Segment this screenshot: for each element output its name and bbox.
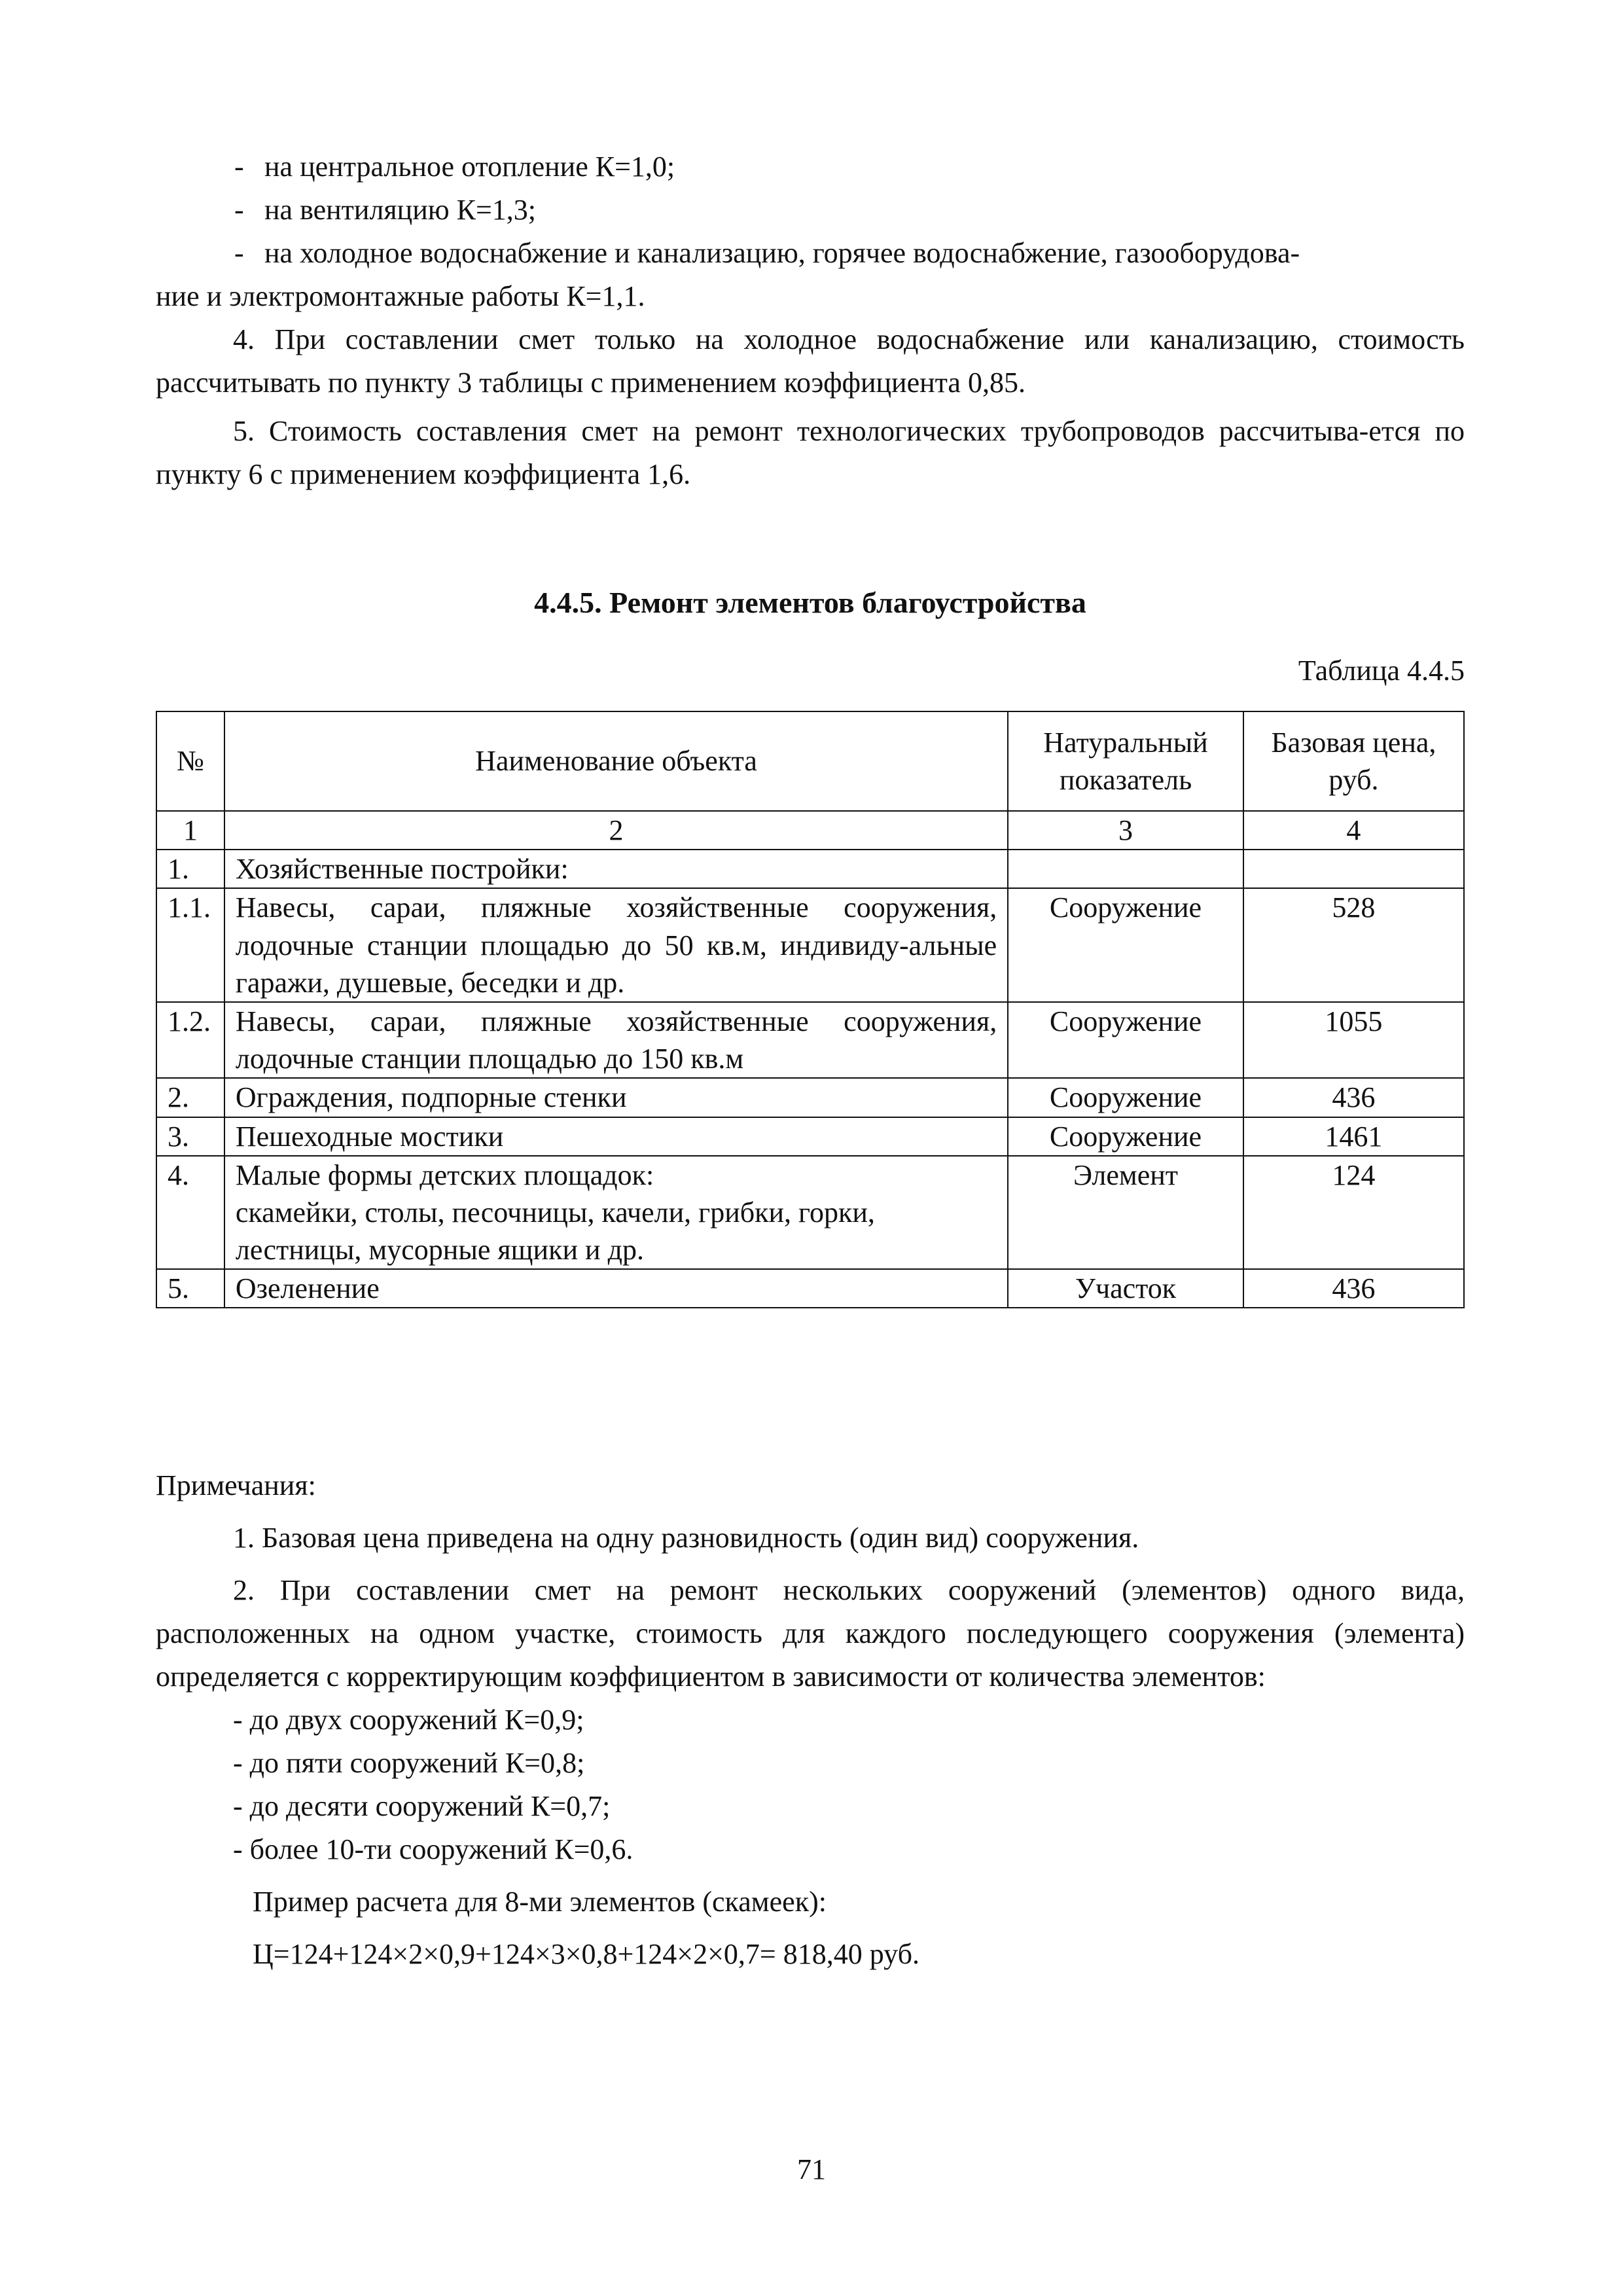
row-unit: Участок xyxy=(1008,1269,1243,1308)
row-price: 436 xyxy=(1243,1269,1464,1308)
row-name: Навесы, сараи, пляжные хозяйственные сооружения, лодочные станции площадью до 150 кв.м xyxy=(224,1002,1008,1078)
note-1: 1. Базовая цена приведена на одну разновидность (один вид) сооружения. xyxy=(233,1522,1139,1554)
table-row xyxy=(156,1269,1464,1308)
row-unit xyxy=(1008,850,1243,888)
paragraph-5: 5. Стоимость составления смет на ремонт технологических трубопроводов рассчитыва-ется по пункту 6 с применением коэффициента 1,6. xyxy=(156,415,1465,490)
row-num: 5. xyxy=(156,1269,224,1308)
row-num: 1. xyxy=(156,850,224,888)
row-price: 436 xyxy=(1243,1078,1464,1117)
bullet-water-cont: ние и электромонтажные работы К=1,1. xyxy=(156,280,645,312)
row-price: 1055 xyxy=(1243,1002,1464,1078)
page-number: 71 xyxy=(797,2153,826,2185)
header-num: № xyxy=(156,711,224,811)
page-content xyxy=(156,145,1465,1970)
row-num: 4. xyxy=(156,1156,224,1270)
header-name: Наименование объекта xyxy=(224,711,1008,811)
row-num: 3. xyxy=(156,1117,224,1156)
bullet-water: - на холодное водоснабжение и канализацию, горячее водоснабжение, газооборудова- xyxy=(234,237,1300,269)
row-price: 528 xyxy=(1243,888,1464,1002)
row-price: 124 xyxy=(1243,1156,1464,1270)
row-unit: Сооружение xyxy=(1008,888,1243,1002)
example-title: Пример расчета для 8-ми элементов (скамеек): xyxy=(253,1886,827,1918)
row-name: Ограждения, подпорные стенки xyxy=(224,1078,1008,1117)
table-row xyxy=(156,888,1464,1002)
table-row xyxy=(156,1156,1464,1270)
row-num: 1.2. xyxy=(156,1002,224,1078)
header-unit: Натуральный показатель xyxy=(1008,711,1243,811)
section-title: 4.4.5. Ремонт элементов благоустройства xyxy=(534,586,1086,619)
notes-section xyxy=(156,1464,1465,1976)
note-2: 2. При составлении смет на ремонт нескольких сооружений (элементов) одного вида, расположенных на одном участке, стоимость для каждого последующего сооружения (элемента) определяется с корректирующим коэффициентом в зависимости от количества элементов: xyxy=(156,1574,1465,1693)
column-number-row xyxy=(156,811,1464,850)
table-row xyxy=(156,1078,1464,1117)
coefficient-item: - до двух сооружений К=0,9; xyxy=(233,1704,584,1736)
example-formula: Ц=124+124×2×0,9+124×3×0,8+124×2×0,7= 818,40 руб. xyxy=(253,1938,919,1970)
table-row xyxy=(156,850,1464,888)
row-name: Хозяйственные постройки: xyxy=(224,850,1008,888)
row-num: 1.1. xyxy=(156,888,224,1002)
col-number: 2 xyxy=(224,811,1008,850)
notes-heading: Примечания: xyxy=(156,1469,316,1501)
price-table xyxy=(156,711,1465,1308)
row-price xyxy=(1243,850,1464,888)
row-name-line1: Малые формы детских площадок: xyxy=(235,1158,654,1191)
row-unit: Элемент xyxy=(1008,1156,1243,1270)
row-name-line2: скамейки, столы, песочницы, качели, грибки, горки, лестницы, мусорные ящики и др. xyxy=(235,1196,875,1266)
col-number: 3 xyxy=(1008,811,1243,850)
coefficient-item: - до пяти сооружений К=0,8; xyxy=(233,1747,585,1779)
row-name: Озеленение xyxy=(224,1269,1008,1308)
paragraph-4: 4. При составлении смет только на холодное водоснабжение или канализацию, стоимость рассчитывать по пункту 3 таблицы с применением коэффициента 0,85. xyxy=(156,323,1465,399)
table-caption: Таблица 4.4.5 xyxy=(1298,655,1465,687)
header-price: Базовая цена, руб. xyxy=(1243,711,1464,811)
bullet-ventilation: - на вентиляцию К=1,3; xyxy=(234,194,536,226)
table-row xyxy=(156,1002,1464,1078)
row-name xyxy=(224,1156,1008,1270)
row-unit: Сооружение xyxy=(1008,1078,1243,1117)
table-header-row xyxy=(156,711,1464,811)
coefficient-list xyxy=(156,1698,1465,1871)
row-name: Навесы, сараи, пляжные хозяйственные сооружения, лодочные станции площадью до 50 кв.м, индивиду-альные гаражи, душевые, беседки и др. xyxy=(224,888,1008,1002)
row-unit: Сооружение xyxy=(1008,1002,1243,1078)
bullet-heating: - на центральное отопление К=1,0; xyxy=(234,151,675,183)
row-price: 1461 xyxy=(1243,1117,1464,1156)
col-number: 4 xyxy=(1243,811,1464,850)
coefficient-item: - более 10-ти сооружений К=0,6. xyxy=(233,1833,633,1865)
table-row xyxy=(156,1117,1464,1156)
coefficient-item: - до десяти сооружений К=0,7; xyxy=(233,1790,611,1822)
row-num: 2. xyxy=(156,1078,224,1117)
row-name: Пешеходные мостики xyxy=(224,1117,1008,1156)
col-number: 1 xyxy=(156,811,224,850)
row-unit: Сооружение xyxy=(1008,1117,1243,1156)
